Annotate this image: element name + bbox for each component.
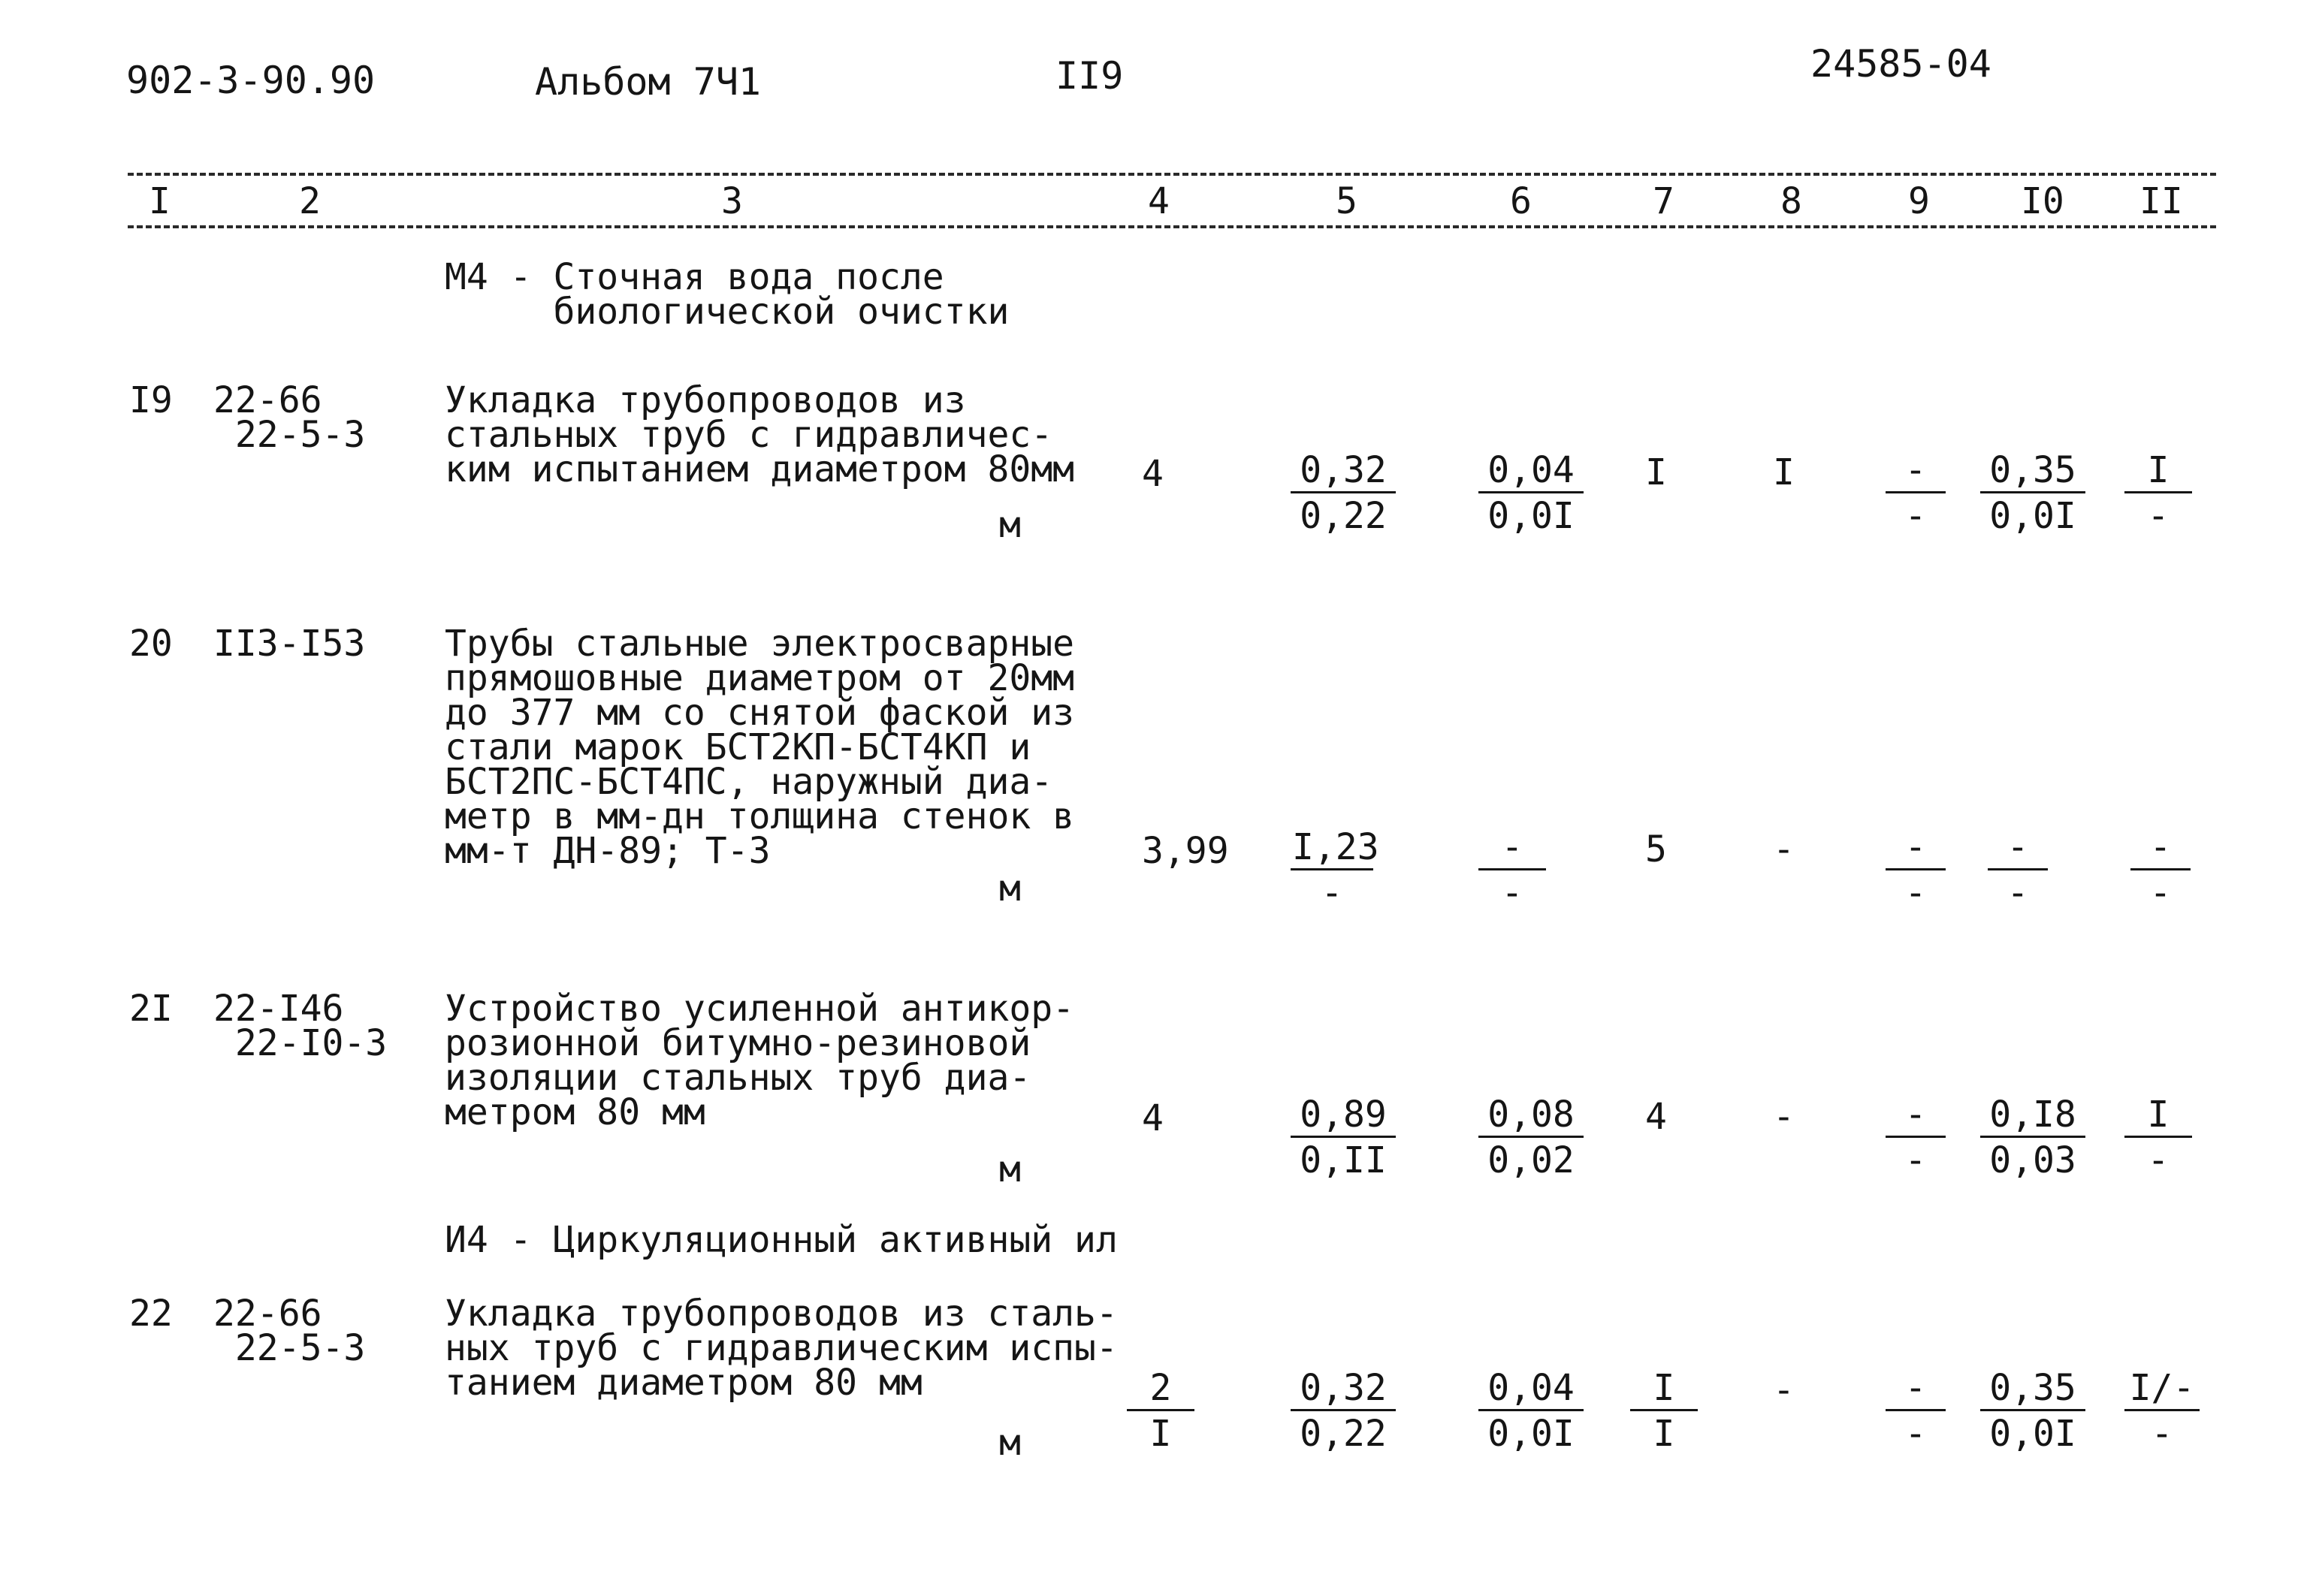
col-header-11: II <box>2139 180 2183 222</box>
cell-col6-bottom: 0,0I <box>1487 495 1575 537</box>
cell-col9 <box>1886 1094 1946 1183</box>
cell-col10-bottom: 0,0I <box>1989 495 2076 537</box>
cell-col9-bottom: - <box>1904 872 1927 914</box>
cell-col11 <box>2124 1094 2192 1183</box>
section-heading-wastewater: М4 - Сточная вода после биологической очистки <box>445 256 1010 333</box>
cell-col10-top: 0,35 <box>1980 1367 2085 1411</box>
cell-col10 <box>1980 1367 2085 1456</box>
document-number: 24585-04 <box>1810 42 1991 86</box>
cell-col11-bottom: - <box>2147 1139 2170 1181</box>
cell-col10-top: 0,35 <box>1980 449 2085 493</box>
cell-col6-top: 0,08 <box>1478 1094 1584 1138</box>
cell-col9 <box>1886 449 1946 539</box>
cell-col9-top: - <box>1886 1367 1946 1411</box>
col-header-6: 6 <box>1510 180 1532 222</box>
col-header-7: 7 <box>1653 180 1674 222</box>
col-header-5: 5 <box>1336 180 1357 222</box>
cell-col7: 5 <box>1645 828 1667 870</box>
cell-col6-bottom: 0,0I <box>1487 1413 1575 1455</box>
cell-col5 <box>1291 449 1396 539</box>
cell-col7-top: I <box>1630 1367 1698 1411</box>
cell-col9-top: - <box>1886 826 1946 870</box>
cell-col6 <box>1478 1367 1584 1456</box>
cell-col9-bottom: - <box>1904 495 1927 537</box>
cell-col5-top: 0,89 <box>1291 1094 1396 1138</box>
col-header-1: I <box>149 180 171 222</box>
cell-col4: 4 <box>1142 453 1164 495</box>
row-code: II3-I53 <box>213 623 366 665</box>
row-unit: м <box>999 1148 1021 1190</box>
row-code: 22-66 22-5-3 <box>213 1293 366 1369</box>
row-unit: м <box>999 1422 1021 1464</box>
row-description: Трубы стальные электросварные прямошовные диаметром от 20мм до 377 мм со снятой фаской из стали марок БСТ2КП-БСТ4КП и БСТ2ПС-БСТ4ПС, наружный диа- метр в мм-дн толщина стенок в мм-т ДН-89; Т-3 <box>445 623 1075 872</box>
cell-col5-top: 0,32 <box>1291 449 1396 493</box>
cell-col8: I <box>1773 451 1795 493</box>
cell-col10-top: - <box>1988 826 2048 870</box>
cell-col9-bottom: - <box>1904 1139 1927 1181</box>
col-header-10: I0 <box>2021 180 2064 222</box>
cell-col10-bottom: - <box>2007 872 2029 914</box>
cell-col11-top: I/- <box>2124 1367 2200 1411</box>
cell-col10 <box>1980 449 2085 539</box>
cell-col5 <box>1291 1094 1396 1183</box>
cell-col6-top: 0,04 <box>1478 1367 1584 1411</box>
cell-col11-top: I <box>2124 449 2192 493</box>
cell-col11 <box>2124 449 2192 539</box>
cell-col7: I <box>1645 451 1667 493</box>
cell-col8: - <box>1773 1096 1795 1138</box>
cell-col4-top: 2 <box>1127 1367 1194 1411</box>
row-code: 22-66 22-5-3 <box>213 379 366 456</box>
cell-col5-bottom: - <box>1321 872 1343 914</box>
cell-col6-bottom: 0,02 <box>1487 1139 1575 1181</box>
row-unit: м <box>999 867 1021 910</box>
row-number: 22 <box>129 1293 173 1335</box>
cell-col10-bottom: 0,0I <box>1989 1413 2076 1455</box>
cell-col11-top: - <box>2130 826 2191 870</box>
row-unit: м <box>999 504 1021 546</box>
cell-col9-top: - <box>1886 1094 1946 1138</box>
cell-col5-bottom: 0,II <box>1300 1139 1387 1181</box>
cell-col9 <box>1886 1367 1946 1456</box>
col-header-3: 3 <box>721 180 743 222</box>
cell-col10 <box>1980 1094 2085 1183</box>
row-number: 2I <box>129 988 173 1030</box>
cell-col6-bottom: - <box>1501 872 1523 914</box>
col-header-8: 8 <box>1780 180 1802 222</box>
album-label: Альбом 7Ч1 <box>535 60 762 104</box>
cell-col6-top: 0,04 <box>1478 449 1584 493</box>
cell-col5 <box>1291 826 1379 916</box>
cell-col4-bottom: I <box>1149 1413 1172 1455</box>
header-rule-bottom <box>128 225 2216 228</box>
section-heading-activated-sludge: И4 - Циркуляционный активный ил <box>445 1219 1118 1261</box>
cell-col6 <box>1478 449 1584 539</box>
cell-col5 <box>1291 1367 1396 1456</box>
row-description: Укладка трубопроводов из стальных труб с гидравличес- ким испытанием диаметром 80мм <box>445 379 1075 490</box>
cell-col10 <box>1988 826 2048 916</box>
row-number: 20 <box>129 623 173 665</box>
project-code: 902-3-90.90 <box>126 59 376 102</box>
col-header-2: 2 <box>299 180 321 222</box>
cell-col7-bottom: I <box>1653 1413 1675 1455</box>
header-rule-top <box>128 173 2216 176</box>
cell-col7 <box>1630 1367 1698 1456</box>
cell-col6 <box>1478 1094 1584 1183</box>
cell-col8: - <box>1773 828 1795 870</box>
cell-col5-bottom: 0,22 <box>1300 1413 1387 1455</box>
row-description: Укладка трубопроводов из сталь- ных труб с гидравлическим испы- танием диаметром 80 мм <box>445 1293 1118 1404</box>
cell-col11-top: I <box>2124 1094 2192 1138</box>
cell-col9-top: - <box>1886 449 1946 493</box>
cell-col11-bottom: - <box>2149 872 2172 914</box>
page-number: II9 <box>1055 54 1124 98</box>
cell-col8: - <box>1773 1369 1795 1411</box>
cell-col11 <box>2130 826 2191 916</box>
row-number: I9 <box>129 379 173 421</box>
row-code: 22-I46 22-I0-3 <box>213 988 388 1064</box>
cell-col5-bottom: 0,22 <box>1300 495 1387 537</box>
col-header-9: 9 <box>1908 180 1930 222</box>
col-header-4: 4 <box>1148 180 1170 222</box>
cell-col10-bottom: 0,03 <box>1989 1139 2076 1181</box>
cell-col9 <box>1886 826 1946 916</box>
cell-col11-bottom: - <box>2147 495 2170 537</box>
cell-col10-top: 0,I8 <box>1980 1094 2085 1138</box>
cell-col7: 4 <box>1645 1096 1667 1138</box>
cell-col6-top: - <box>1478 826 1546 870</box>
cell-col4 <box>1127 1367 1194 1456</box>
cell-col5-top: I,23 <box>1291 826 1373 870</box>
cell-col9-bottom: - <box>1904 1413 1927 1455</box>
cell-col11-bottom: - <box>2151 1413 2173 1455</box>
row-description: Устройство усиленной антикор- розионной битумно-резиновой изоляции стальных труб диа- метром 80 мм <box>445 988 1075 1133</box>
cell-col6 <box>1478 826 1546 916</box>
cell-col11 <box>2124 1367 2200 1456</box>
cell-col4: 4 <box>1142 1097 1164 1139</box>
cell-col4: 3,99 <box>1142 830 1229 872</box>
cell-col5-top: 0,32 <box>1291 1367 1396 1411</box>
